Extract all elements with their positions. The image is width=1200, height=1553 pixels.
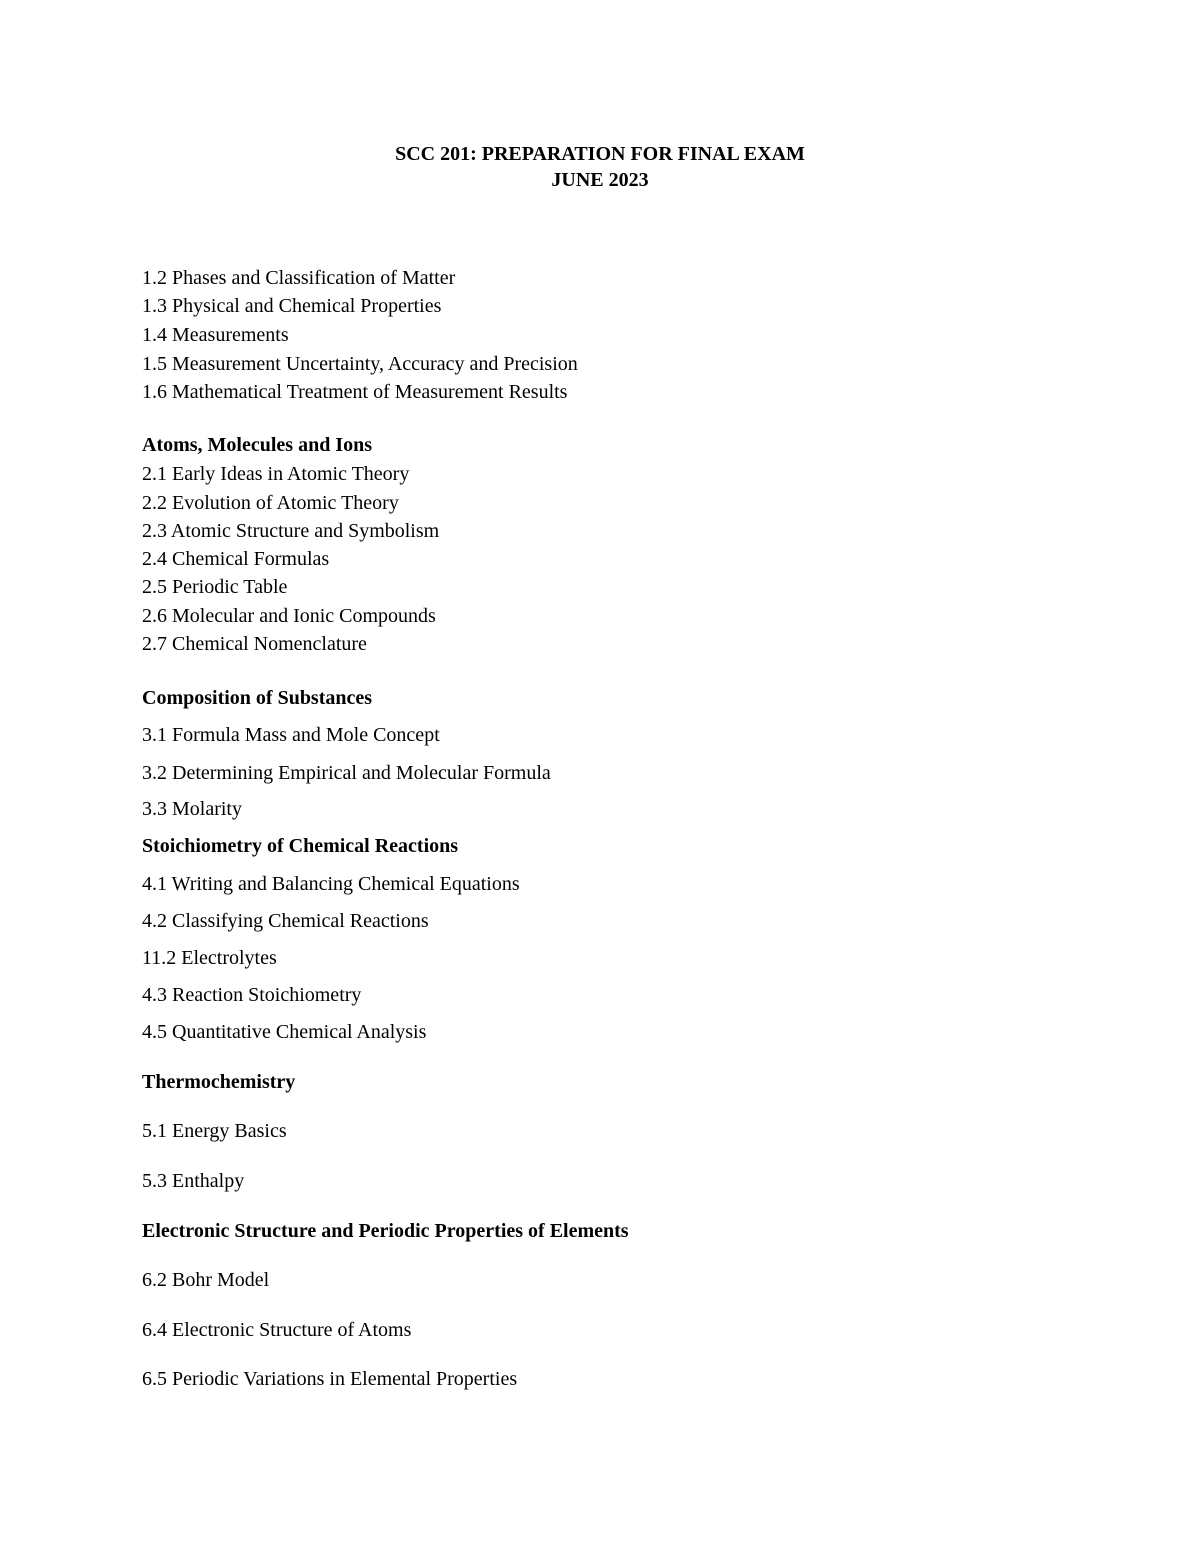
document-title: SCC 201: PREPARATION FOR FINAL EXAM: [395, 143, 805, 165]
topic-item: 5.1 Energy Basics: [142, 1120, 287, 1142]
section-heading: Electronic Structure and Periodic Properties of Elements: [142, 1220, 629, 1242]
topic-item: 6.2 Bohr Model: [142, 1269, 270, 1291]
topic-item: 4.2 Classifying Chemical Reactions: [142, 910, 429, 932]
topic-item: 3.2 Determining Empirical and Molecular Formula: [142, 762, 551, 784]
topic-item: 5.3 Enthalpy: [142, 1170, 245, 1192]
topic-item: 6.4 Electronic Structure of Atoms: [142, 1319, 412, 1341]
topic-item: 4.3 Reaction Stoichiometry: [142, 984, 362, 1006]
section-heading: Composition of Substances: [142, 687, 373, 709]
topic-item: 2.5 Periodic Table: [142, 576, 288, 598]
section-heading: Thermochemistry: [142, 1071, 296, 1093]
topic-item: 3.1 Formula Mass and Mole Concept: [142, 724, 440, 746]
topic-item: 2.2 Evolution of Atomic Theory: [142, 492, 399, 514]
topic-item: 6.5 Periodic Variations in Elemental Properties: [142, 1368, 518, 1390]
section-heading: Stoichiometry of Chemical Reactions: [142, 835, 459, 857]
topic-item: 3.3 Molarity: [142, 798, 242, 820]
topic-item: 2.1 Early Ideas in Atomic Theory: [142, 463, 410, 485]
document-subtitle-date: JUNE 2023: [551, 169, 649, 191]
topic-item: 2.6 Molecular and Ionic Compounds: [142, 605, 436, 627]
topic-item: 4.1 Writing and Balancing Chemical Equations: [142, 873, 520, 895]
topic-item: 2.4 Chemical Formulas: [142, 548, 330, 570]
topic-item: 2.7 Chemical Nomenclature: [142, 633, 367, 655]
topic-item: 11.2 Electrolytes: [142, 947, 277, 969]
topic-item: 1.3 Physical and Chemical Properties: [142, 295, 442, 317]
topic-item: 1.5 Measurement Uncertainty, Accuracy and Precision: [142, 353, 578, 375]
topic-item: 1.4 Measurements: [142, 324, 289, 346]
topic-item: 2.3 Atomic Structure and Symbolism: [142, 520, 440, 542]
topic-item: 1.6 Mathematical Treatment of Measurement Results: [142, 381, 568, 403]
topic-item: 1.2 Phases and Classification of Matter: [142, 267, 456, 289]
section-heading: Atoms, Molecules and Ions: [142, 434, 373, 456]
topic-item: 4.5 Quantitative Chemical Analysis: [142, 1021, 427, 1043]
